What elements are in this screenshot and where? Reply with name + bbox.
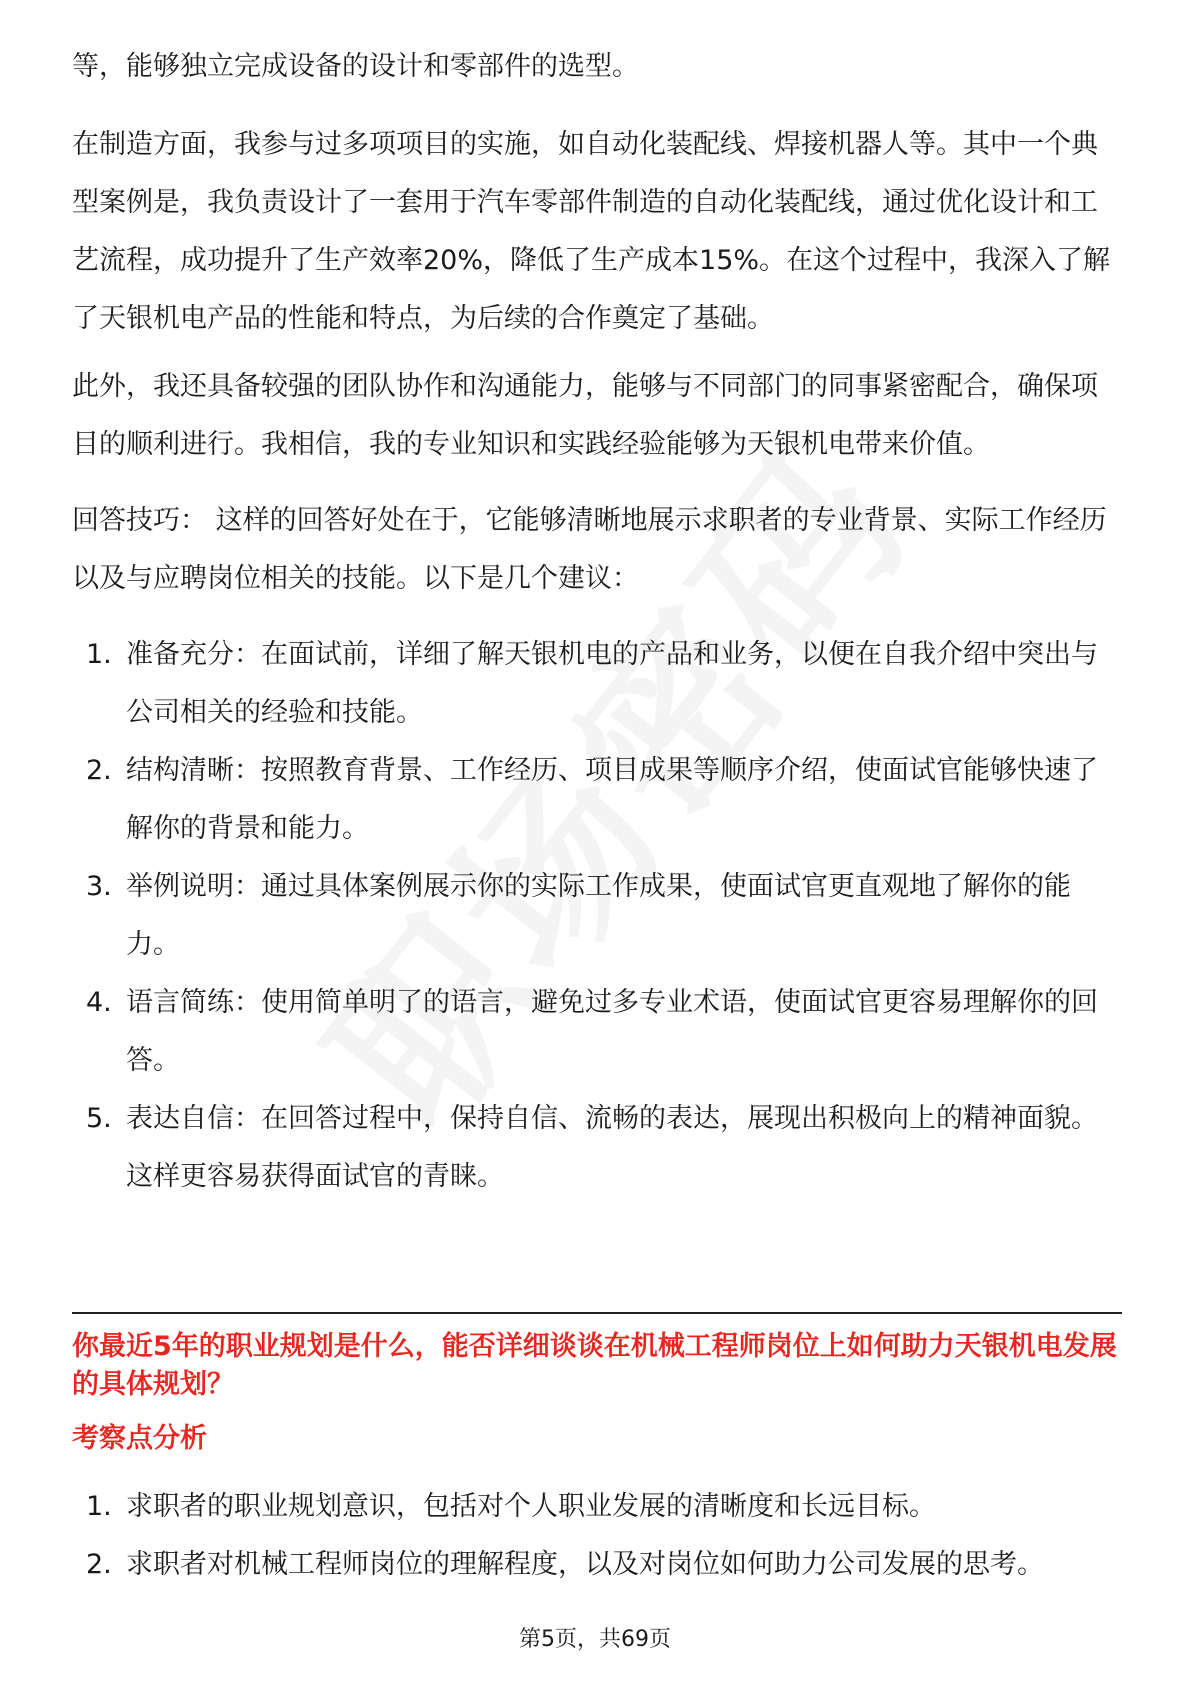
list-number: 5. [86, 1103, 112, 1134]
list-item [72, 858, 1122, 974]
list-number: 2. [86, 1549, 112, 1580]
section-divider [72, 1312, 1122, 1314]
tips-list [72, 626, 1122, 1206]
list-text: 求职者对机械工程师岗位的理解程度，以及对岗位如何助力公司发展的思考。 [126, 1549, 1044, 1580]
list-text: 结构清晰：按照教育背景、工作经历、项目成果等顺序介绍，使面试官能够快速了解你的背景和能力。 [126, 755, 1098, 844]
analysis-list [72, 1478, 1122, 1594]
list-number: 4. [86, 987, 112, 1018]
list-item [72, 1090, 1122, 1206]
interview-question: 你最近5年的职业规划是什么，能否详细谈谈在机械工程师岗位上如何助力天银机电发展的具体规划？ [72, 1331, 1117, 1400]
list-item [72, 974, 1122, 1090]
page-number: 第5页，共69页 [519, 1627, 671, 1652]
list-number: 1. [86, 1491, 112, 1522]
list-number: 2. [86, 755, 112, 786]
list-text: 表达自信：在回答过程中，保持自信、流畅的表达，展现出积极向上的精神面貌。这样更容易获得面试官的青睐。 [126, 1103, 1098, 1192]
list-item [72, 626, 1122, 742]
list-text: 语言简练：使用简单明了的语言，避免过多专业术语，使面试官更容易理解你的回答。 [126, 987, 1098, 1076]
list-item [72, 742, 1122, 858]
list-number: 1. [86, 639, 112, 670]
list-text: 举例说明：通过具体案例展示你的实际工作成果，使面试官更直观地了解你的能力。 [126, 871, 1071, 960]
list-number: 3. [86, 871, 112, 902]
paragraph-teamwork: 此外，我还具备较强的团队协作和沟通能力，能够与不同部门的同事紧密配合，确保项目的顺利进行。我相信，我的专业知识和实践经验能够为天银机电带来价值。 [72, 371, 1098, 460]
list-text: 求职者的职业规划意识，包括对个人职业发展的清晰度和长远目标。 [126, 1491, 936, 1522]
analysis-heading: 考察点分析 [72, 1423, 207, 1454]
list-item [72, 1536, 1122, 1594]
list-item [72, 1478, 1122, 1536]
list-text: 准备充分：在面试前，详细了解天银机电的产品和业务，以便在自我介绍中突出与公司相关的经验和技能。 [126, 639, 1098, 728]
paragraph-answer-tips: 回答技巧： 这样的回答好处在于，它能够清晰地展示求职者的专业背景、实际工作经历以及与应聘岗位相关的技能。以下是几个建议： [72, 505, 1107, 594]
paragraph-continuation: 等，能够独立完成设备的设计和零部件的选型。 [72, 51, 639, 82]
paragraph-manufacturing: 在制造方面，我参与过多项项目的实施，如自动化装配线、焊接机器人等。其中一个典型案例是，我负责设计了一套用于汽车零部件制造的自动化装配线，通过优化设计和工艺流程，成功提升了生产效率20%，降低了生产成本15%。在这个过程中，我深入了解了天银机电产品的性能和特点，为后续的合作奠定了基础。 [72, 129, 1111, 334]
